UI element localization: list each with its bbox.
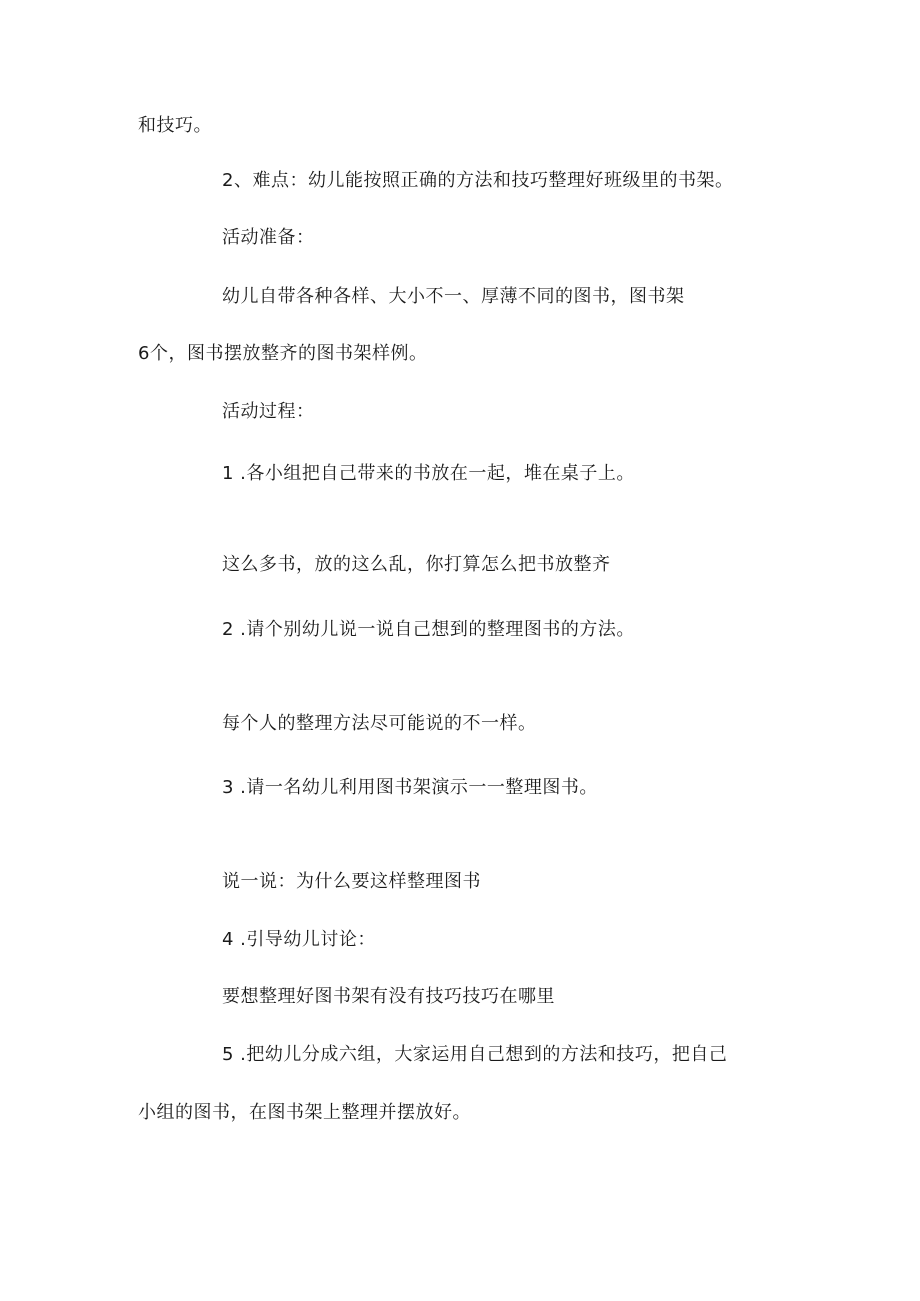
step-1: 1 .各小组把自己带来的书放在一起，堆在桌子上。 <box>222 463 635 484</box>
text-line-materials: 幼儿自带各种各样、大小不一、厚薄不同的图书，图书架 <box>222 286 685 307</box>
section-heading-preparation: 活动准备： <box>222 227 315 248</box>
step-4: 4 .引导幼儿讨论： <box>222 929 376 950</box>
step-2: 2 .请个别幼儿说一说自己想到的整理图书的方法。 <box>222 619 635 640</box>
text-line-continuation: 和技巧。 <box>138 115 212 136</box>
step-3: 3 .请一名幼儿利用图书架演示一一整理图书。 <box>222 777 598 798</box>
text-line-tips-question: 要想整理好图书架有没有技巧技巧在哪里 <box>222 986 555 1007</box>
text-line-difficulty: 2、难点：幼儿能按照正确的方法和技巧整理好班级里的书架。 <box>222 170 734 191</box>
step-5: 5 .把幼儿分成六组，大家运用自己想到的方法和技巧，把自己 <box>222 1044 728 1065</box>
section-heading-process: 活动过程： <box>222 401 315 422</box>
text-line-materials-cont: 6个，图书摆放整齐的图书架样例。 <box>138 343 428 364</box>
text-line-methods: 每个人的整理方法尽可能说的不一样。 <box>222 713 537 734</box>
text-line-question: 这么多书，放的这么乱，你打算怎么把书放整齐 <box>222 554 611 575</box>
text-line-discuss-why: 说一说：为什么要这样整理图书 <box>222 871 481 892</box>
step-5-cont: 小组的图书，在图书架上整理并摆放好。 <box>138 1102 471 1123</box>
